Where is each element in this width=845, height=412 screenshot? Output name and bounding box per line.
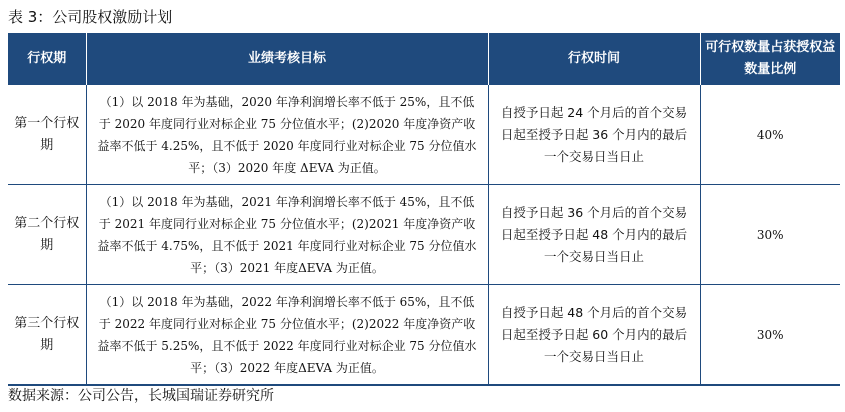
- period-cell: 第二个行权期: [8, 185, 86, 285]
- ratio-cell: 40%: [700, 85, 840, 185]
- table-row: [8, 185, 840, 285]
- goal-cell: （1）以 2018 年为基础，2022 年净利润增长率不低于 65%，且不低于 2022 年度同行业对标企业 75 分位值水平；(2)2022 年度净资产收益率不低于 5.25%，且不低于 2022 年度同行业对标企业 75 分位值水平；（3）2022 年度ΔEVA 为正值。: [86, 285, 488, 386]
- data-source-note: 数据来源：公司公告，长城国瑞证券研究所: [8, 388, 274, 404]
- ratio-cell: 30%: [700, 285, 840, 386]
- header-ratio: 可行权数量占获授权益数量比例: [700, 33, 840, 85]
- period-cell: 第三个行权期: [8, 285, 86, 386]
- time-cell: 自授予日起 48 个月后的首个交易日起至授予日起 60 个月内的最后一个交易日当日止: [488, 285, 700, 386]
- period-cell: 第一个行权期: [8, 85, 86, 185]
- time-cell: 自授予日起 24 个月后的首个交易日起至授予日起 36 个月内的最后一个交易日当日止: [488, 85, 700, 185]
- header-goal: 业绩考核目标: [86, 33, 488, 85]
- ratio-cell: 30%: [700, 185, 840, 285]
- table-caption: 表 3：公司股权激励计划: [8, 8, 173, 26]
- table-row: [8, 285, 840, 386]
- goal-cell: （1）以 2018 年为基础，2021 年净利润增长率不低于 45%，且不低于 2021 年度同行业对标企业 75 分位值水平；(2)2021 年度净资产收益率不低于 4.75%，且不低于 2021 年度同行业对标企业 75 分位值水平；（3）2021 年度ΔEVA 为正值。: [86, 185, 488, 285]
- header-period: 行权期: [8, 33, 86, 85]
- header-time: 行权时间: [488, 33, 700, 85]
- header-row: [8, 33, 840, 85]
- incentive-plan-table: [8, 33, 840, 386]
- goal-cell: （1）以 2018 年为基础，2020 年净利润增长率不低于 25%，且不低于 2020 年度同行业对标企业 75 分位值水平；(2)2020 年度净资产收益率不低于 4.25%，且不低于 2020 年度同行业对标企业 75 分位值水平；（3）2020 年度 ΔEVA 为正值。: [86, 85, 488, 185]
- table-row: [8, 85, 840, 185]
- time-cell: 自授予日起 36 个月后的首个交易日起至授予日起 48 个月内的最后一个交易日当日止: [488, 185, 700, 285]
